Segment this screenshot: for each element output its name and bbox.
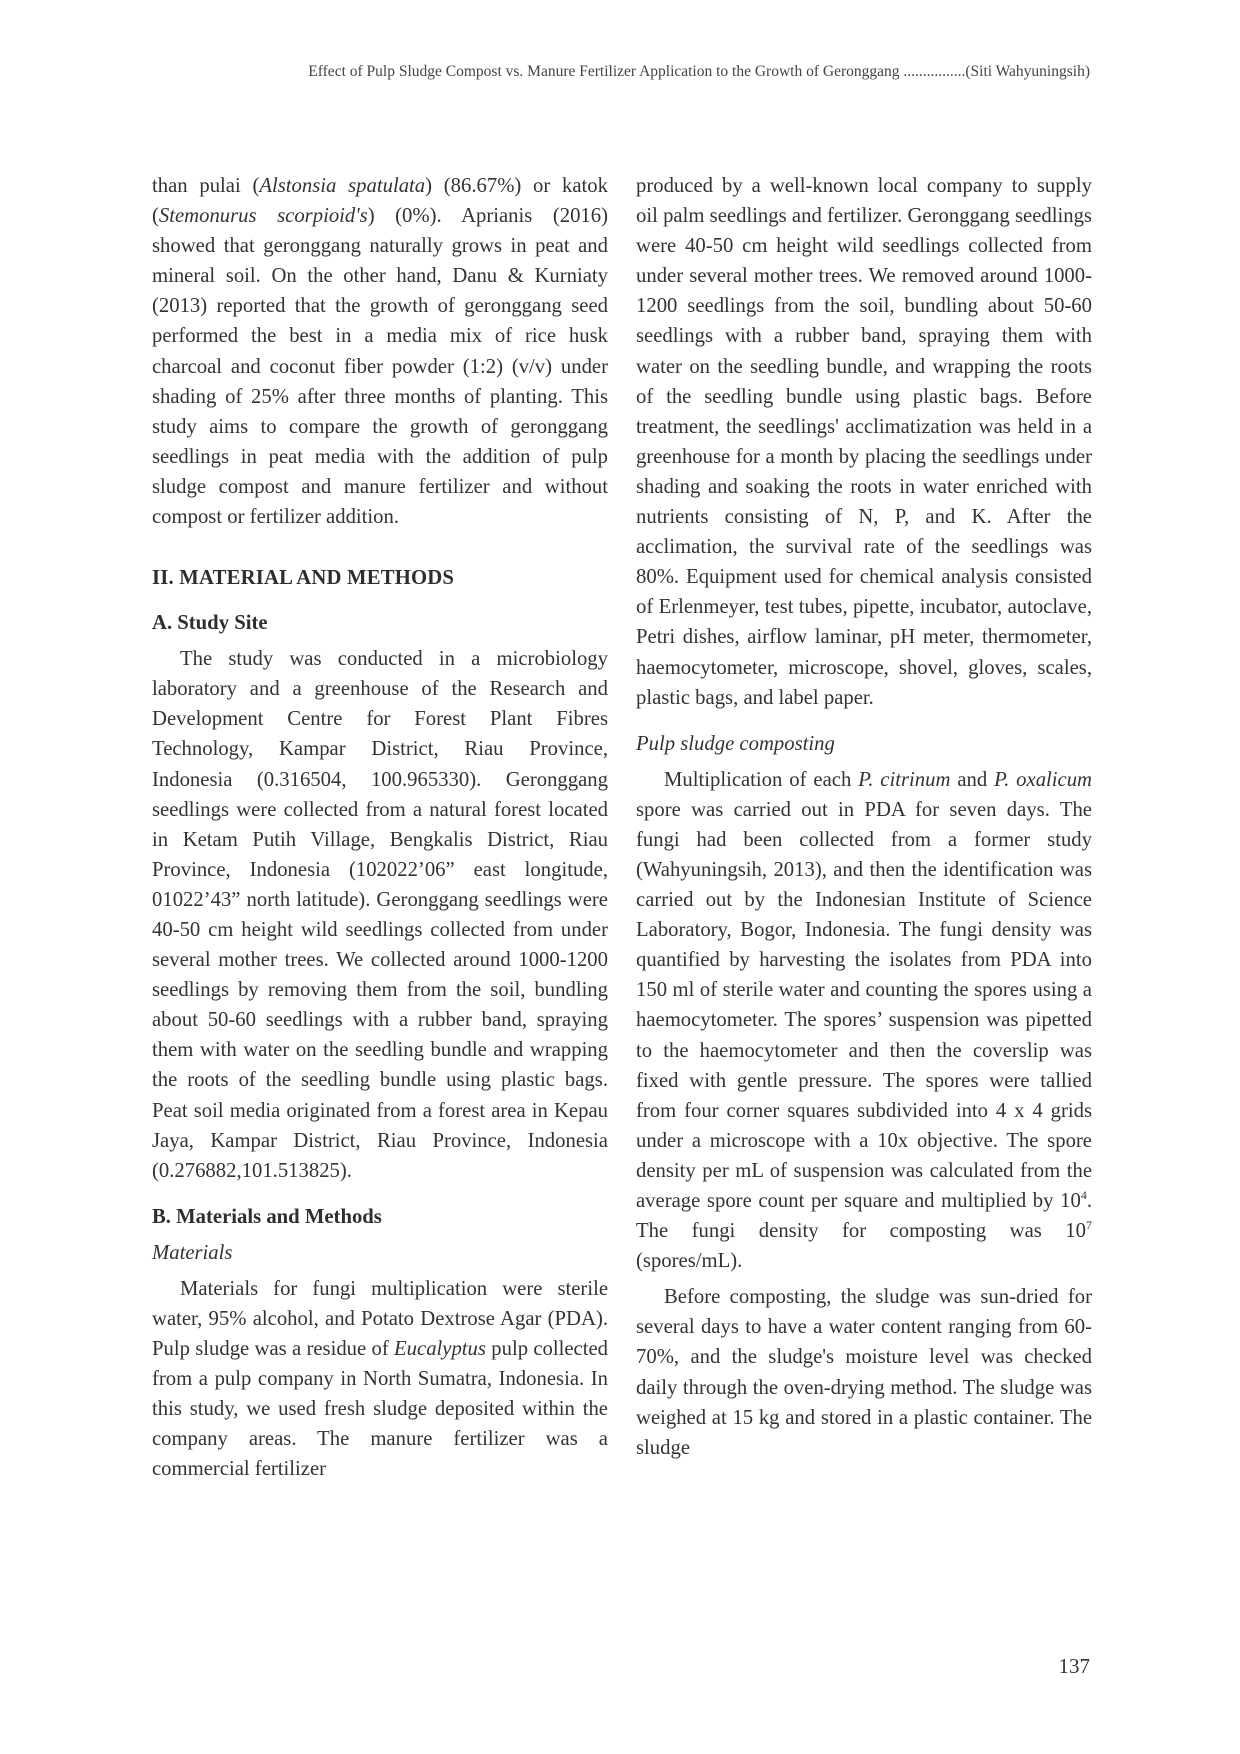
- species-name: P. oxalicum: [994, 768, 1092, 791]
- species-name: P. citrinum: [858, 768, 951, 791]
- left-column: [152, 171, 608, 1484]
- page-number: 137: [1058, 1654, 1090, 1678]
- running-header: Effect of Pulp Sludge Compost vs. Manure Fertilizer Application to the Growth of Geronggang ................(Siti Wahyuningsih): [308, 63, 1090, 80]
- materials-paragraph: Materials for fungi multiplication were sterile water, 95% alcohol, and Potato Dextrose Agar (PDA). Pulp sludge was a residue of Eucalyptus pulp collected from a pulp company in North Sumatra, Indonesia. In this study, we used fresh sludge deposited within the company areas. The manure fertilizer was a commercial fertilizer: [152, 1277, 608, 1481]
- genus-name: Eucalyptus: [394, 1338, 486, 1360]
- section-heading: II. MATERIAL AND METHODS: [152, 567, 455, 590]
- right-column: [636, 171, 1092, 1463]
- study-site-paragraph: The study was conducted in a microbiology laboratory and a greenhouse of the Research and Development Centre for Forest Plant Fibres Technology, Kampar District, Riau Province, Indonesia (0.316504, 100.965330). Geronggang seedlings were collected from a natural forest located in Ketam Putih Village, Bengkalis District, Riau Province, Indonesia (102022’06” east longitude, 01022’43” north latitude). Geronggang seedlings were 40-50 cm height wild seedlings collected from under several mother trees. We collected around 1000-1200 seedlings by removing them from the soil, bundling about 50-60 seedlings with a rubber band, spraying them with water on the seedling bundle and wrapping the roots of the seedling bundle using plastic bags. Peat soil media originated from a forest area in Kepau Jaya, Kampar District, Riau Province, Indonesia (0.276882,101.513825).: [152, 648, 608, 1182]
- materials-continued-paragraph: produced by a well-known local company to supply oil palm seedlings and fertilizer. Geronggang seedlings were 40-50 cm height wild seedlings collected from under several mother trees. We removed around 1000-1200 seedlings from the soil, bundling about 50-60 seedlings with a rubber band, spraying them with water on the seedling bundle, and wrapping the roots of the seedling bundle using plastic bags. Before treatment, the seedlings' acclimatization was held in a greenhouse for a month by placing the seedlings under shading and soaking the roots in water enriched with nutrients consisting of N, P, and K. After the acclimation, the survival rate of the seedlings was 80%. Equipment used for chemical analysis consisted of Erlenmeyer, test tubes, pipette, incubator, autoclave, Petri dishes, airflow laminar, pH meter, thermometer, haemocytometer, microscope, shovel, gloves, scales, plastic bags, and label paper.: [636, 175, 1092, 709]
- subsection-heading-materials-methods: B. Materials and Methods: [152, 1205, 382, 1228]
- superscript: 7: [1086, 1218, 1092, 1233]
- species-name: Alstonsia spatulata: [259, 175, 426, 197]
- subsubsection-heading-materials: Materials: [152, 1241, 233, 1264]
- intro-paragraph: than pulai (Alstonsia spatulata) (86.67%) or katok (Stemonurus scorpioid's) (0%). Aprianis (2016) showed that geronggang naturally grows in peat and mineral soil. On the other hand, Danu & Kurniaty (2013) reported that the growth of geronggang seed performed the best in a media mix of rice husk charcoal and coconut fiber powder (1:2) (v/v) under shading of 25% after three months of planting. This study aims to compare the growth of geronggang seedlings in peat media with the addition of pulp sludge compost and manure fertilizer and without compost or fertilizer addition.: [152, 175, 609, 529]
- subsubsection-heading-composting: Pulp sludge composting: [636, 732, 835, 755]
- superscript: 4: [1080, 1188, 1087, 1203]
- composting-paragraph-2: Before composting, the sludge was sun-dried for several days to have a water content ranging from 60-70%, and the sludge's moisture level was checked daily through the oven-drying method. The sludge was weighed at 15 kg and stored in a plastic container. The sludge: [636, 1286, 1092, 1459]
- composting-paragraph-1: Multiplication of each P. citrinum and P. oxalicum spore was carried out in PDA for seven days. The fungi had been collected from a former study (Wahyuningsih, 2013), and then the identification was carried out by the Indonesian Institute of Science Laboratory, Bogor, Indonesia. The fungi density was quantified by harvesting the isolates from PDA into 150 ml of sterile water and counting the spores using a haemocytometer. The spores’ suspension was pipetted to the haemocytometer and then the coverslip was fixed with gentle pressure. The spores were tallied from four corner squares subdivided into 4 x 4 grids under a microscope with a 10x objective. The spore density per mL of suspension was calculated from the average spore count per square and multiplied by $10^4$. The fungi density for composting was $10^7$ (spores/mL).: [636, 768, 1092, 1273]
- species-name: Stemonurus scorpioid's: [158, 205, 368, 228]
- subsection-heading-study-site: A. Study Site: [152, 612, 268, 635]
